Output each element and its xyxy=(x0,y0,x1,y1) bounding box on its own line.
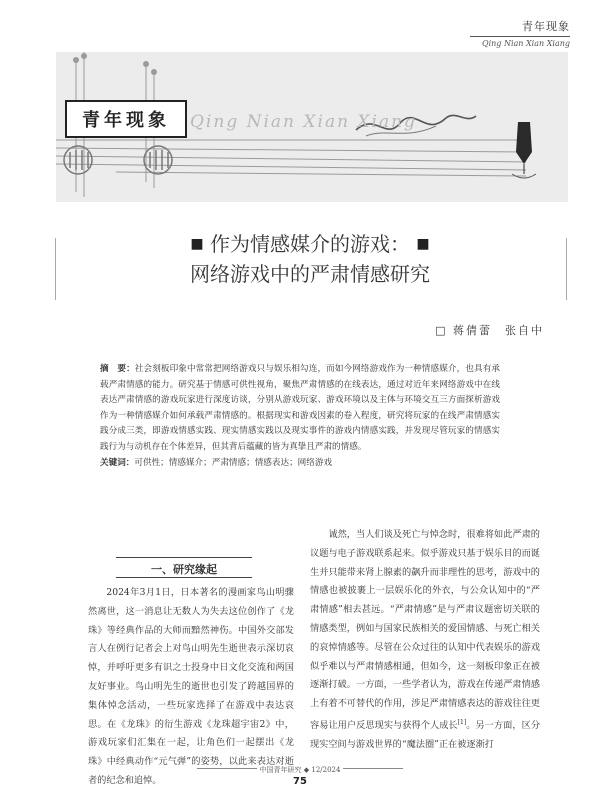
footer-rule-left xyxy=(197,768,257,769)
title-text-1: 作为情感媒介的游戏： xyxy=(210,232,410,256)
abstract xyxy=(100,362,500,472)
footer-issue: 12/2024 xyxy=(311,766,341,774)
title-marker-left: ■ xyxy=(190,236,204,252)
banner-pinyin: Qing Nian Xian Xiang xyxy=(190,112,417,132)
running-head-column: 青年现象 xyxy=(522,20,570,33)
heading-rule-bottom xyxy=(116,577,252,578)
body-paragraph xyxy=(310,526,540,755)
film-reel-icon xyxy=(64,146,92,174)
citation: [1] xyxy=(457,718,467,726)
article-title-line1 xyxy=(55,228,565,257)
heading-rule-top xyxy=(116,557,252,558)
abstract-label: 摘 要： xyxy=(100,364,135,374)
section-heading: 一、研究缘起 xyxy=(151,563,217,576)
abstract-text: 社会刻板印象中常常把网络游戏只与娱乐相勾连，而如今网络游戏作为一种情感媒介，也具有承载严肃情感的能力。研究基于情感可供性视角，聚焦严肃情感的在线表达，通过对近年来网络游戏中在线表达严肃情感的游戏玩家进行深度访谈，分别从游戏玩家、游戏环境以及主体与环境交互三方面探析游戏作为一种情感媒介如何承载严肃情感的。根据现实和游戏因素的卷入程度，研究将玩家的在线严肃情感实践分成三类，即游戏情感实践、现实情感实践以及现实事件的游戏内情感实践，并发现尽管玩家的情感实践行为与动机存在个体差异，但其背后蕴藏的皆为真挚且严肃的情感。 xyxy=(100,364,500,452)
abstract-paragraph xyxy=(100,362,500,455)
keywords-text: 可供性；情感媒介；严肃情感；情感表达；网络游戏 xyxy=(134,458,333,468)
keywords xyxy=(100,456,500,472)
body-text-cont: 。另一方面，区分现实空间与游戏世界的“魔法圈”正在被逐渐打 xyxy=(310,719,541,750)
title-marker-right: ■ xyxy=(416,236,430,252)
body-column-left xyxy=(88,584,294,791)
keywords-label: 关键词： xyxy=(100,458,135,468)
section-label: 青年现象 xyxy=(65,100,187,138)
body-paragraph: 2024年3月1日，日本著名的漫画家鸟山明骤然离世，这一消息让无数人为失去这位创作了《龙珠》等经典作品的大师而黯然神伤。中国外交部发言人在例行记者会上对鸟山明先生逝世表示深切哀悼，并呼吁更多有识之士投身中日文化交流和两国友好事业。鸟山明先生的逝世也引发了跨越国界的集体悼念活动，一些玩家选择了在游戏中表达哀思。在《龙珠》的衍生游戏《龙珠超宇宙2》中，游戏玩家们汇集在一起，让角色们一起摆出《龙珠》中经典动作“元气弹”的姿势，以此来表达对逝者的纪念和追悼。 xyxy=(88,587,294,786)
page-number: 75 xyxy=(293,776,307,787)
running-head-rule xyxy=(470,36,570,37)
running-head xyxy=(470,18,570,48)
body-column-right xyxy=(310,526,540,755)
article-title-line2: 网络游戏中的严肃情感研究 xyxy=(190,262,430,286)
authors: □ 蒋倩蕾 张自中 xyxy=(435,324,544,337)
body-text: 诚然，当人们谈及死亡与悼念时，很难将如此严肃的议题与电子游戏联系起来。似乎游戏只基于娱乐目的而诞生并只能带来肾上腺素的飙升而非理性的思考，游戏中的情感也被披裹上一层娱乐化的外衣，与公众认知中的“严肃情感”相去甚远。“严肃情感”是与严肃议题密切关联的情感类型，例如与国家民族相关的爱国情感、与死亡相关的哀悼情感等。尽管在公众过往的认知中代表娱乐的游戏似乎难以与严肃情感相通，但如今，这一刻板印象正在被逐渐打破。一方面，一些学者认为，游戏在传递严肃情感上有着不可替代的作用，涉足严肃情感表达的游戏往往更容易让用户反思现实与获得个人成长 xyxy=(310,529,540,731)
page-footer: 中国青年研究 ◆ 12/2024 75 xyxy=(0,765,600,787)
running-head-pinyin: Qing Nian Xian Xiang xyxy=(482,39,570,48)
footer-journal: 中国青年研究 xyxy=(259,766,302,774)
footer-rule-right xyxy=(343,768,403,769)
